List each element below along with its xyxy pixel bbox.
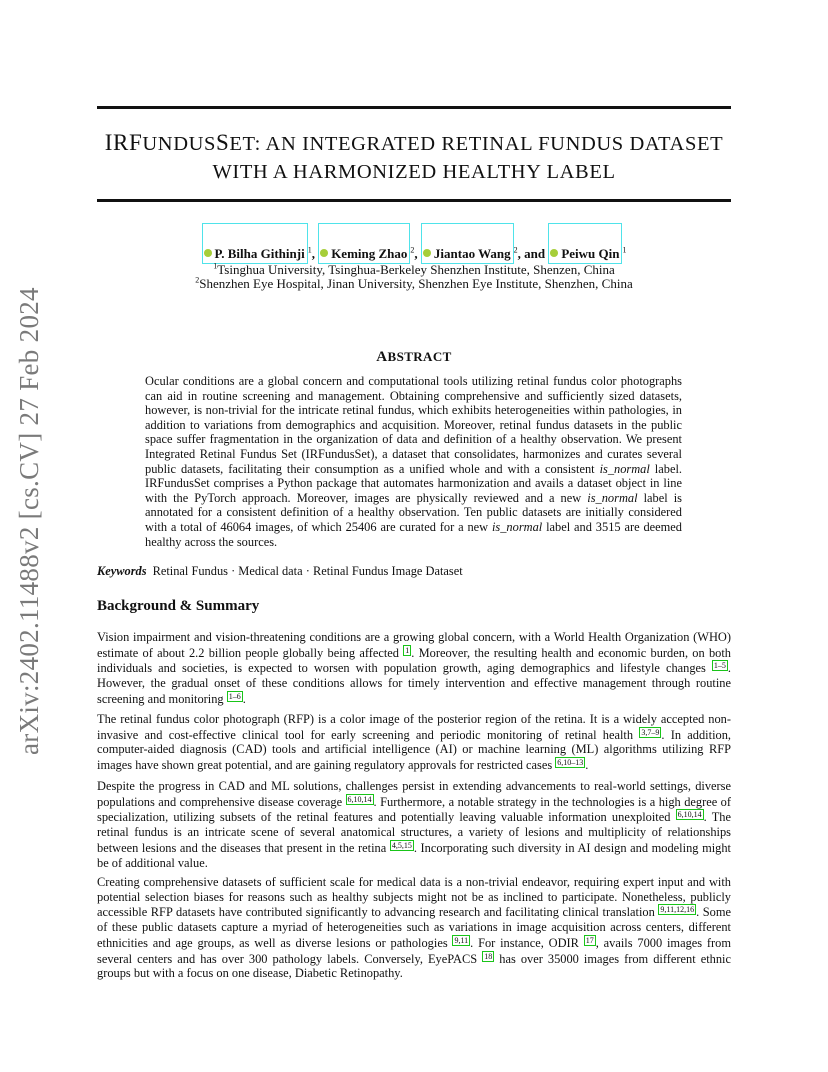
author-link[interactable]: Peiwu Qin [548, 223, 622, 264]
author-link[interactable]: Jiantao Wang [421, 223, 514, 264]
abstract-body: Ocular conditions are a global concern and computational tools utilizing retinal fundus color photographs can aid in routine screening and management. Obtaining comprehensive and sufficiently sized datasets, however, is non-trivial for the intricate retinal fundus, which exhibits heterogeneities within pathologies, in addition to variations from demographics and acquisition. Moreover, retinal fundus datasets in the public space suffer fragmentation in the organization of data and definition of a healthy observation. We present Integrated Retinal Fundus Set (IRFundusSet), a dataset that consolidates, harmonizes and curates several public datasets, facilitating their consumption as a unified whole and with a consistent is_normal label. IRFundusSet comprises a Python package that automates harmonization and avails a dataset object in line with the PyTorch approach. Moreover, images are physically reviewed and a new is_normal label is annotated for a consistent definition of a healthy observation. Ten public datasets are initially considered with a total of 46064 images, of which 25406 are curated for a new is_normal label and 3515 are deemed healthy across the sources. [145, 374, 682, 549]
keywords: Keywords Retinal Fundus · Medical data · Retinal Fundus Image Dataset [97, 564, 463, 578]
citation-link[interactable]: 4,5,15 [391, 840, 412, 850]
body-paragraph: Vision impairment and vision-threatening conditions are a growing global concern, with a World Health Organization (WHO) estimate of about 2.2 billion people globally being affected 1 . Moreover, the resulting health and economic burden, on both individuals and societies, is expected to worsen with population growth, aging demographics and lifestyle changes 1–5 . However, the gradual onset of these conditions allows for timely intervention and effective management through routine screening and monitoring 1–6 . [97, 630, 731, 706]
citation-link[interactable]: 3,7–9 [641, 727, 660, 737]
citation-link[interactable]: 18 [484, 951, 493, 961]
affiliation: $^1$Tsinghua University, Tsinghua-Berkeley Shenzhen Institute, Shenzen, China [213, 261, 615, 277]
orcid-icon[interactable] [204, 249, 212, 257]
citation-link[interactable]: 6,10,14 [347, 794, 372, 804]
citation-link[interactable]: 1–6 [228, 691, 241, 701]
citation-link[interactable]: 1–5 [713, 661, 726, 671]
orcid-icon[interactable] [550, 249, 558, 257]
orcid-icon[interactable] [423, 249, 431, 257]
body-paragraph: The retinal fundus color photograph (RFP) is a color image of the posterior region of the retina. It is a widely accepted non-invasive and cost-effective clinical tool for early screening and periodic monitoring of retinal health 3,7–9 . In addition, computer-aided diagnosis (CAD) tools and artificial intelligence (AI) or machine learning (ML) algorithms utilizing RFP images have shown great potential, and are gaining regulatory approvals for restricted cases 6,10–13 . [97, 712, 732, 773]
title-rule-bottom [97, 199, 731, 202]
body-paragraph: Creating comprehensive datasets of sufficient scale for medical data is a non-trivial endeavor, requiring expert input and with potential selection biases for reasons such as healthy subjects might not be as inclined to participate. Nonetheless, publicly accessible RFP datasets have contributed significantly to advancing research and facilitating clinical translation 9,11,12,16 . Some of these public datasets capture a myriad of heterogeneities such as variations in image acquisition across centers, different ethnicities and age groups, as well as diverse lesions or pathologies 9,11 . For instance, ODIR 17 , avails 7000 images from several centers and has over 300 pathology labels. Conversely, EyePACS 18 has over 35000 images from different ethnic groups but with a focus on one disease, Diabetic Retinopathy. [97, 875, 732, 981]
citation-link[interactable]: 1 [405, 645, 410, 655]
section-heading: Background & Summary [97, 598, 260, 614]
author-link[interactable]: Keming Zhao [318, 223, 410, 264]
author-link[interactable]: P. Bilha Githinji [202, 223, 308, 264]
orcid-icon[interactable] [320, 249, 328, 257]
title-rule-top [97, 106, 731, 109]
paper-title: IRFUNDUSSET: AN INTEGRATED RETINAL FUNDUS DATASET WITH A HARMONIZED HEALTHY LABEL [104, 130, 724, 183]
author-list: P. Bilha Githinji $^1$, Keming Zhao $^2$, Jiantao Wang $^2$, and Peiwu Qin $^1$ [97, 244, 731, 264]
affiliation: $^2$Shenzhen Eye Hospital, Jinan University, Shenzhen Eye Institute, Shenzhen, China [195, 275, 633, 291]
citation-link[interactable]: 6,10–13 [557, 758, 584, 768]
citation-link[interactable]: 9,11 [454, 935, 469, 945]
citation-link[interactable]: 9,11,12,16 [660, 905, 695, 915]
abstract-heading: ABSTRACT [376, 349, 452, 365]
citation-link[interactable]: 17 [585, 935, 594, 945]
arxiv-identifier: arXiv:2402.11488v2 [cs.CV] 27 Feb 2024 [14, 287, 44, 755]
body-paragraph: Despite the progress in CAD and ML solutions, challenges persist in extending advancements to real-world settings, diverse populations and comprehensive disease coverage 6,10,14 . Furthermore, a notable strategy in the technologies is a high degree of specialization, utilizing subsets of the retinal features and potentially leaving valuable information unexploited 6,10,14 . The retinal fundus is an intricate scene of several anatomical structures, a variety of lesions and multiplicity of relationships between lesions and the diseases that present in the retina 4,5,15 . Incorporating such diversity in AI design and modeling might be of additional value. [97, 779, 731, 870]
citation-link[interactable]: 6,10,14 [677, 810, 702, 820]
